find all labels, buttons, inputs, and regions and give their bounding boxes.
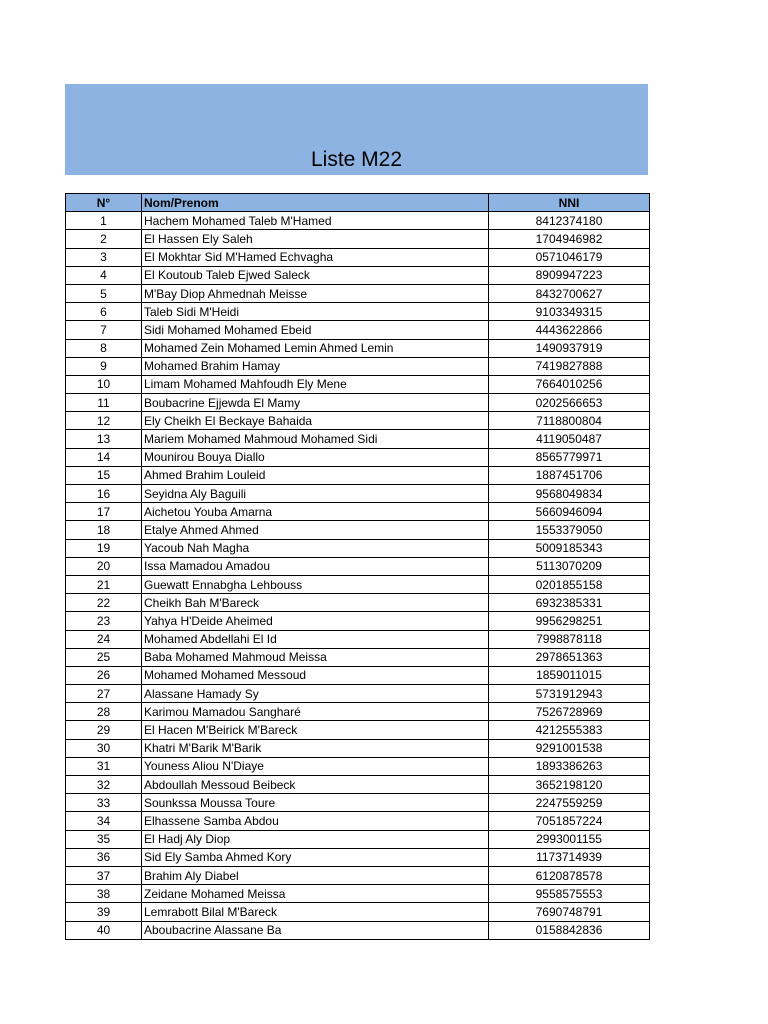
table-row xyxy=(66,812,650,830)
table-row xyxy=(66,575,650,593)
row-name-cell: Limam Mohamed Mahfoudh Ely Mene xyxy=(142,375,489,393)
row-nni-cell: 1173714939 xyxy=(489,848,650,866)
row-number-cell: 18 xyxy=(66,521,142,539)
row-name-cell: El Hacen M'Beirick M'Bareck xyxy=(142,721,489,739)
row-nni-cell: 4212555383 xyxy=(489,721,650,739)
table-row xyxy=(66,739,650,757)
row-number-cell: 37 xyxy=(66,866,142,884)
row-name-cell: Mounirou Bouya Diallo xyxy=(142,448,489,466)
row-nni-cell: 7690748791 xyxy=(489,903,650,921)
row-name-cell: Taleb Sidi M'Heidi xyxy=(142,303,489,321)
row-number-cell: 30 xyxy=(66,739,142,757)
title-banner xyxy=(65,84,648,175)
row-number-cell: 39 xyxy=(66,903,142,921)
row-nni-cell: 9103349315 xyxy=(489,303,650,321)
row-name-cell: Issa Mamadou Amadou xyxy=(142,557,489,575)
column-header-name: Nom/Prenom xyxy=(142,194,489,212)
row-nni-cell: 0201855158 xyxy=(489,575,650,593)
row-name-cell: Mohamed Abdellahi El Id xyxy=(142,630,489,648)
row-number-cell: 17 xyxy=(66,503,142,521)
row-number-cell: 15 xyxy=(66,466,142,484)
table-row xyxy=(66,284,650,302)
row-number-cell: 13 xyxy=(66,430,142,448)
table-row xyxy=(66,412,650,430)
row-name-cell: Lemrabott Bilal M'Bareck xyxy=(142,903,489,921)
row-nni-cell: 7051857224 xyxy=(489,812,650,830)
row-name-cell: El Koutoub Taleb Ejwed Saleck xyxy=(142,266,489,284)
row-nni-cell: 1490937919 xyxy=(489,339,650,357)
row-nni-cell: 7526728969 xyxy=(489,703,650,721)
table-row xyxy=(66,394,650,412)
row-nni-cell: 1859011015 xyxy=(489,666,650,684)
row-name-cell: El Mokhtar Sid M'Hamed Echvagha xyxy=(142,248,489,266)
row-name-cell: Sidi Mohamed Mohamed Ebeid xyxy=(142,321,489,339)
table-row xyxy=(66,557,650,575)
row-number-cell: 29 xyxy=(66,721,142,739)
row-number-cell: 28 xyxy=(66,703,142,721)
row-number-cell: 11 xyxy=(66,394,142,412)
row-nni-cell: 5113070209 xyxy=(489,557,650,575)
row-nni-cell: 9956298251 xyxy=(489,612,650,630)
table-header-row xyxy=(66,194,650,212)
row-nni-cell: 7118800804 xyxy=(489,412,650,430)
row-nni-cell: 1893386263 xyxy=(489,757,650,775)
row-nni-cell: 2247559259 xyxy=(489,794,650,812)
column-header-nni: NNI xyxy=(489,194,650,212)
table-row xyxy=(66,357,650,375)
table-row xyxy=(66,757,650,775)
row-name-cell: Khatri M'Barik M'Barik xyxy=(142,739,489,757)
row-name-cell: Boubacrine Ejjewda El Mamy xyxy=(142,394,489,412)
table-row xyxy=(66,830,650,848)
row-number-cell: 38 xyxy=(66,885,142,903)
row-number-cell: 12 xyxy=(66,412,142,430)
table-row xyxy=(66,266,650,284)
row-number-cell: 4 xyxy=(66,266,142,284)
row-nni-cell: 9558575553 xyxy=(489,885,650,903)
row-number-cell: 22 xyxy=(66,594,142,612)
row-name-cell: Sounkssa Moussa Toure xyxy=(142,794,489,812)
row-nni-cell: 8565779971 xyxy=(489,448,650,466)
row-number-cell: 5 xyxy=(66,284,142,302)
table-row xyxy=(66,848,650,866)
row-name-cell: Guewatt Ennabgha Lehbouss xyxy=(142,575,489,593)
row-name-cell: Sid Ely Samba Ahmed Kory xyxy=(142,848,489,866)
row-number-cell: 34 xyxy=(66,812,142,830)
row-name-cell: Elhassene Samba Abdou xyxy=(142,812,489,830)
row-name-cell: El Hassen Ely Saleh xyxy=(142,230,489,248)
row-nni-cell: 5731912943 xyxy=(489,685,650,703)
row-number-cell: 36 xyxy=(66,848,142,866)
row-number-cell: 31 xyxy=(66,757,142,775)
table-row xyxy=(66,721,650,739)
row-nni-cell: 0202566653 xyxy=(489,394,650,412)
row-nni-cell: 9291001538 xyxy=(489,739,650,757)
row-number-cell: 33 xyxy=(66,794,142,812)
table-row xyxy=(66,521,650,539)
row-number-cell: 16 xyxy=(66,485,142,503)
row-nni-cell: 7664010256 xyxy=(489,375,650,393)
table-row xyxy=(66,666,650,684)
row-nni-cell: 3652198120 xyxy=(489,776,650,794)
table-row xyxy=(66,594,650,612)
table-row xyxy=(66,630,650,648)
row-name-cell: Baba Mohamed Mahmoud Meissa xyxy=(142,648,489,666)
table-row xyxy=(66,921,650,939)
row-nni-cell: 9568049834 xyxy=(489,485,650,503)
row-name-cell: Seyidna Aly Baguili xyxy=(142,485,489,503)
list-table xyxy=(65,193,650,940)
row-number-cell: 27 xyxy=(66,685,142,703)
row-nni-cell: 6120878578 xyxy=(489,866,650,884)
row-nni-cell: 5009185343 xyxy=(489,539,650,557)
table-row xyxy=(66,448,650,466)
row-nni-cell: 8432700627 xyxy=(489,284,650,302)
row-name-cell: Abdoullah Messoud Beibeck xyxy=(142,776,489,794)
row-number-cell: 3 xyxy=(66,248,142,266)
row-number-cell: 25 xyxy=(66,648,142,666)
row-name-cell: Alassane Hamady Sy xyxy=(142,685,489,703)
row-nni-cell: 2993001155 xyxy=(489,830,650,848)
table-row xyxy=(66,248,650,266)
row-name-cell: Ahmed Brahim Louleid xyxy=(142,466,489,484)
row-name-cell: Hachem Mohamed Taleb M'Hamed xyxy=(142,212,489,230)
row-nni-cell: 6932385331 xyxy=(489,594,650,612)
row-name-cell: El Hadj Aly Diop xyxy=(142,830,489,848)
row-number-cell: 1 xyxy=(66,212,142,230)
row-nni-cell: 1887451706 xyxy=(489,466,650,484)
row-name-cell: Ely Cheikh El Beckaye Bahaida xyxy=(142,412,489,430)
row-number-cell: 8 xyxy=(66,339,142,357)
row-name-cell: Aichetou Youba Amarna xyxy=(142,503,489,521)
page-title: Liste M22 xyxy=(310,148,403,171)
table-row xyxy=(66,539,650,557)
row-number-cell: 24 xyxy=(66,630,142,648)
row-name-cell: Yahya H'Deide Aheimed xyxy=(142,612,489,630)
row-nni-cell: 1553379050 xyxy=(489,521,650,539)
row-name-cell: Cheikh Bah M'Bareck xyxy=(142,594,489,612)
table-row xyxy=(66,794,650,812)
table-row xyxy=(66,612,650,630)
row-number-cell: 19 xyxy=(66,539,142,557)
table-row xyxy=(66,230,650,248)
table-body xyxy=(66,212,650,940)
table-row xyxy=(66,212,650,230)
table-row xyxy=(66,685,650,703)
row-nni-cell: 8909947223 xyxy=(489,266,650,284)
table-row xyxy=(66,466,650,484)
row-name-cell: Youness Aliou N'Diaye xyxy=(142,757,489,775)
row-number-cell: 2 xyxy=(66,230,142,248)
row-name-cell: Mohamed Mohamed Messoud xyxy=(142,666,489,684)
row-number-cell: 9 xyxy=(66,357,142,375)
row-nni-cell: 0158842836 xyxy=(489,921,650,939)
row-number-cell: 14 xyxy=(66,448,142,466)
row-number-cell: 21 xyxy=(66,575,142,593)
row-number-cell: 35 xyxy=(66,830,142,848)
table-row xyxy=(66,339,650,357)
row-nni-cell: 7998878118 xyxy=(489,630,650,648)
row-name-cell: M'Bay Diop Ahmednah Meisse xyxy=(142,284,489,302)
row-nni-cell: 1704946982 xyxy=(489,230,650,248)
row-name-cell: Yacoub Nah Magha xyxy=(142,539,489,557)
row-name-cell: Karimou Mamadou Sangharé xyxy=(142,703,489,721)
row-name-cell: Brahim Aly Diabel xyxy=(142,866,489,884)
row-number-cell: 6 xyxy=(66,303,142,321)
row-number-cell: 7 xyxy=(66,321,142,339)
table-row xyxy=(66,703,650,721)
table-row xyxy=(66,866,650,884)
table-row xyxy=(66,903,650,921)
row-nni-cell: 4443622866 xyxy=(489,321,650,339)
table-row xyxy=(66,303,650,321)
column-header-number: N° xyxy=(66,194,142,212)
row-name-cell: Mohamed Brahim Hamay xyxy=(142,357,489,375)
row-number-cell: 10 xyxy=(66,375,142,393)
row-number-cell: 26 xyxy=(66,666,142,684)
row-nni-cell: 8412374180 xyxy=(489,212,650,230)
table-row xyxy=(66,648,650,666)
row-name-cell: Mohamed Zein Mohamed Lemin Ahmed Lemin xyxy=(142,339,489,357)
row-nni-cell: 4119050487 xyxy=(489,430,650,448)
row-nni-cell: 7419827888 xyxy=(489,357,650,375)
row-name-cell: Etalye Ahmed Ahmed xyxy=(142,521,489,539)
row-name-cell: Zeidane Mohamed Meissa xyxy=(142,885,489,903)
row-nni-cell: 0571046179 xyxy=(489,248,650,266)
row-number-cell: 40 xyxy=(66,921,142,939)
row-nni-cell: 2978651363 xyxy=(489,648,650,666)
table-row xyxy=(66,776,650,794)
table-row xyxy=(66,430,650,448)
table-row xyxy=(66,885,650,903)
table-row xyxy=(66,503,650,521)
row-number-cell: 23 xyxy=(66,612,142,630)
row-number-cell: 20 xyxy=(66,557,142,575)
row-nni-cell: 5660946094 xyxy=(489,503,650,521)
row-name-cell: Aboubacrine Alassane Ba xyxy=(142,921,489,939)
row-number-cell: 32 xyxy=(66,776,142,794)
table-row xyxy=(66,485,650,503)
table-row xyxy=(66,375,650,393)
table-row xyxy=(66,321,650,339)
row-name-cell: Mariem Mohamed Mahmoud Mohamed Sidi xyxy=(142,430,489,448)
